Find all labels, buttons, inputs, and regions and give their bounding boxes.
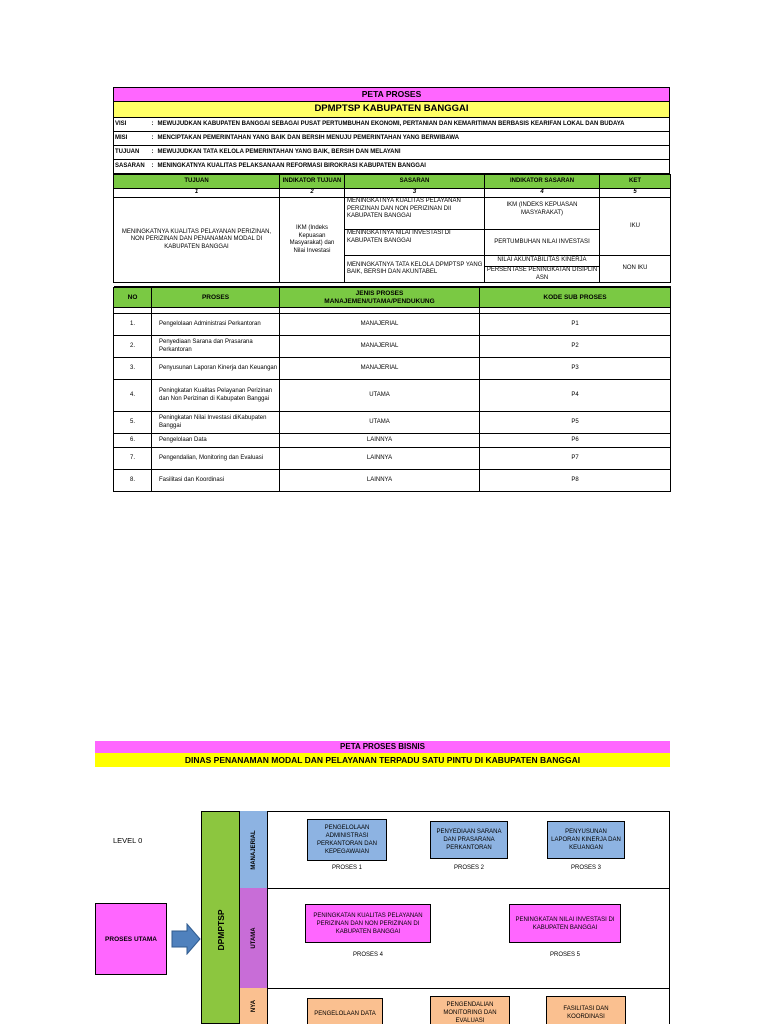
vm-row-misi: MISI : MENCIPTAKAN PEMERINTAHAN YANG BAIK DAN BERSIH MENUJU PEMERINTAHAN YANG BERWIBAWA xyxy=(114,132,670,146)
process-box-1: PENGELOLAAN ADMINISTRASI PERKANTORAN DAN KEPEGAWAIAN xyxy=(307,819,387,861)
lane-divider xyxy=(240,988,670,989)
col-header: KODE SUB PROSES xyxy=(480,288,671,308)
process-label-2: PROSES 2 xyxy=(453,865,484,871)
goals-table xyxy=(113,174,671,287)
process-header-row xyxy=(114,288,671,308)
process-box-7: PENGENDALIAN MONITORING DAN EVALUASI xyxy=(430,996,510,1024)
lane-lainnya: NYA xyxy=(240,988,268,1024)
level-label: LEVEL 0 xyxy=(113,836,143,845)
vm-value: MENINGKATNYA KUALITAS PELAKSANAAN REFORMASI BIROKRASI KABUPATEN BANGGAI xyxy=(157,162,426,169)
table-row: 6. Pengelolaan Data LAINNYA P6 xyxy=(114,434,671,448)
sasaran-cell: MENINGKATNYA TATA KELOLA DPMPTSP YANG BAIK, BERSIH DAN AKUNTABEL xyxy=(345,256,485,283)
col-header: INDIKATOR TUJUAN xyxy=(280,175,345,189)
table-row: 8. Fasilitasi dan Koordinasi LAINNYA P8 xyxy=(114,470,671,492)
vm-label: VISI xyxy=(114,118,148,132)
peta-proses-title: PETA PROSES xyxy=(113,87,670,101)
vm-value: MEWUJUDKAN TATA KELOLA PEMERINTAHAN YANG BAIK, BERSIH DAN MELAYANI xyxy=(157,148,401,155)
table-row: 4. Peningkatan Kualitas Pelayanan Perizinan dan Non Perizinan di Kabupaten Banggai UTAMA P4 xyxy=(114,380,671,412)
org-label: DPMPTSP xyxy=(215,909,226,951)
arrow-right-icon xyxy=(171,923,201,955)
vm-value: MENCIPTAKAN PEMERINTAHAN YANG BAIK DAN BERSIH MENUJU PEMERINTAHAN YANG BERWIBAWA xyxy=(157,134,460,141)
lane-utama: UTAMA xyxy=(240,888,268,988)
vm-label: TUJUAN xyxy=(114,146,148,160)
process-label-1: PROSES 1 xyxy=(331,865,362,871)
vm-label: SASARAN xyxy=(114,160,148,174)
vm-row-sasaran: SASARAN : MENINGKATNYA KUALITAS PELAKSANAAN REFORMASI BIROKRASI KABUPATEN BANGGAI xyxy=(114,160,670,174)
process-box-4: PENINGKATAN KUALITAS PELAYANAN PERIZINAN DAN NON PERIZINAN DI KABUPATEN BANGGAI xyxy=(305,904,431,943)
col-header: INDIKATOR SASARAN xyxy=(485,175,600,189)
sasaran-cell: MENINGKATNYA NILAI INVESTASI DI KABUPATEN BANGGAI xyxy=(345,230,485,256)
table-row: 7. Pengendalian, Monitoring dan Evaluasi LAINNYA P7 xyxy=(114,448,671,470)
process-label-4: PROSES 4 xyxy=(352,952,383,958)
table-row: 3. Penyusunan Laporan Kinerja dan Keuangan MANAJERIAL P3 xyxy=(114,358,671,380)
lane-divider xyxy=(240,888,670,889)
goals-header-row xyxy=(114,175,671,189)
vm-row-visi: VISI : MEWUJUDKAN KABUPATEN BANGGAI SEBAGAI PUSAT PERTUMBUHAN EKONOMI, PERTANIAN DAN KEMARITIMAN BERBASIS KEARIFAN LOKAL DAN BUDAYA xyxy=(114,118,670,132)
tujuan-cell: MENINGKATNYA KUALITAS PELAYANAN PERIZINAN, NON PERIZINAN DAN PENANAMAN MODAL DI KABUPATEN BANGGAI xyxy=(114,198,280,283)
process-table xyxy=(113,287,671,492)
indikator-tujuan-cell: IKM (Indeks Kepuasan Masyarakat) dan Nilai Investasi xyxy=(280,198,345,283)
vm-value: MEWUJUDKAN KABUPATEN BANGGAI SEBAGAI PUSAT PERTUMBUHAN EKONOMI, PERTANIAN DAN KEMARITIMAN BERBASIS KEARIFAN LOKAL DAN BUDAYA xyxy=(157,120,625,127)
process-label-3: PROSES 3 xyxy=(570,865,601,871)
sasaran-cell: MENINGKATNYA KUALITAS PELAYANAN PERIZINAN DAN NON PERIZINAN DII KABUPATEN BANGGAI xyxy=(345,198,485,230)
indikator-sasaran-cell: NILAI AKUNTABILITAS KINERJA xyxy=(485,256,600,267)
table-row: 5. Peningkatan Nilai Investasi diKabupaten Banggai UTAMA P5 xyxy=(114,412,671,434)
goals-number-row: 1 2 3 4 5 xyxy=(114,189,671,198)
table-row: 2. Penyediaan Sarana dan Prasarana Perkantoran MANAJERIAL P2 xyxy=(114,336,671,358)
process-box-6: PENGELOLAAN DATA xyxy=(307,998,383,1024)
proses-utama-box: PROSES UTAMA xyxy=(95,903,167,975)
vision-mission-table xyxy=(113,117,670,174)
table-row: 1. Pengelolaan Administrasi Perkantoran MANAJERIAL P1 xyxy=(114,314,671,336)
col-header: JENIS PROSES MANAJEMEN/UTAMA/PENDUKUNG xyxy=(280,288,480,308)
vm-row-tujuan: TUJUAN : MEWUJUDKAN TATA KELOLA PEMERINTAHAN YANG BAIK, BERSIH DAN MELAYANI xyxy=(114,146,670,160)
peta-proses-bisnis-header xyxy=(95,741,670,767)
peta-bisnis-title: PETA PROSES BISNIS xyxy=(95,741,670,753)
col-header: TUJUAN xyxy=(114,175,280,189)
lane-manajerial: MANAJERIAL xyxy=(240,811,268,888)
vm-label: MISI xyxy=(114,132,148,146)
process-box-8: FASILITASI DAN KOORDINASI xyxy=(546,996,626,1024)
peta-proses-table xyxy=(113,87,670,492)
process-box-5: PENINGKATAN NILAI INVESTASI DI KABUPATEN BANGGAI xyxy=(509,904,621,943)
indikator-sasaran-cell: PERTUMBUHAN NILAI INVESTASI xyxy=(485,230,600,256)
indikator-sasaran-cell: IKM (INDEKS KEPUASAN MASYARAKAT) xyxy=(485,198,600,230)
ket-cell: IKU xyxy=(600,198,671,256)
col-header: NO xyxy=(114,288,152,308)
peta-bisnis-subtitle: DINAS PENANAMAN MODAL DAN PELAYANAN TERPADU SATU PINTU DI KABUPATEN BANGGAI xyxy=(95,753,670,767)
col-header: PROSES xyxy=(152,288,280,308)
indikator-sasaran-cell: PERSENTASE PENINGKATAN DISIPLIN ASN xyxy=(485,267,600,283)
process-box-3: PENYUSUNAN LAPORAN KINERJA DAN KEUANGAN xyxy=(547,821,625,859)
col-header: KET xyxy=(600,175,671,189)
col-header: SASARAN xyxy=(345,175,485,189)
org-column xyxy=(201,811,240,1024)
ket-cell: NON IKU xyxy=(600,256,671,283)
peta-proses-subtitle: DPMPTSP KABUPATEN BANGGAI xyxy=(113,101,670,117)
process-box-2: PENYEDIAAN SARANA DAN PRASARANA PERKANTORAN xyxy=(430,821,508,859)
process-label-5: PROSES 5 xyxy=(549,952,580,958)
